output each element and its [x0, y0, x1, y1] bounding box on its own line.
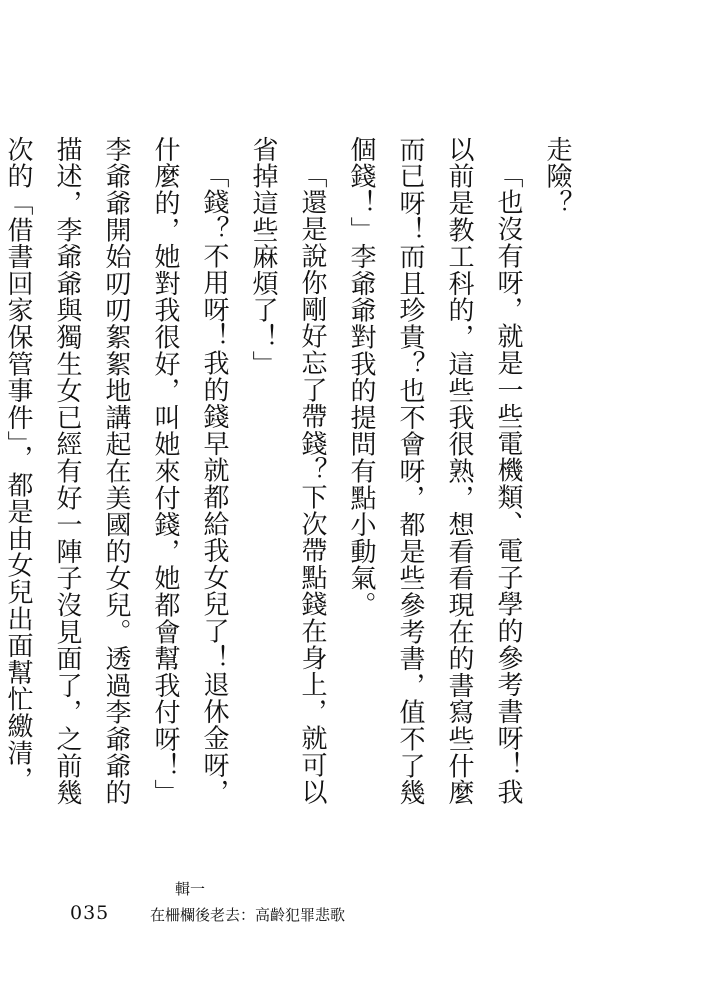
- paragraph-4: 「錢？不用呀！我的錢早就都給我女兒了！退休金呀，什麼的，她對我很好，叫她來付錢，她都會幫我付呀！」李爺爺開始叨叨絮絮地講起在美國的女兒。透過李爺爺的描述，李爺爺與獨生女已經有好一陣子沒見面了，之前幾次的「借書回家保管事件」，都是由女兒出面幫忙繳清，: [3, 136, 229, 806]
- paragraph-3: 「還是說你剛好忘了帶錢？下次帶點錢在身上，就可以省掉這些麻煩了！」: [248, 136, 327, 806]
- page-number: 035: [70, 902, 110, 924]
- paragraph-1: 走險？: [542, 136, 572, 217]
- book-title: 在柵欄後老去：高齡犯罪悲歌: [150, 906, 346, 924]
- paragraph-2: 「也沒有呀，就是一些電機類、電子學的參考書呀！我以前是教工科的，這些我很熟，想看看現在的書寫些什麼而已呀！而且珍貴？也不會呀，都是些參考書，值不了幾個錢！」李爺爺對我的提問有點小動氣。: [346, 136, 523, 806]
- vertical-text-block: [0, 136, 581, 806]
- section-label: 輯一: [175, 880, 206, 898]
